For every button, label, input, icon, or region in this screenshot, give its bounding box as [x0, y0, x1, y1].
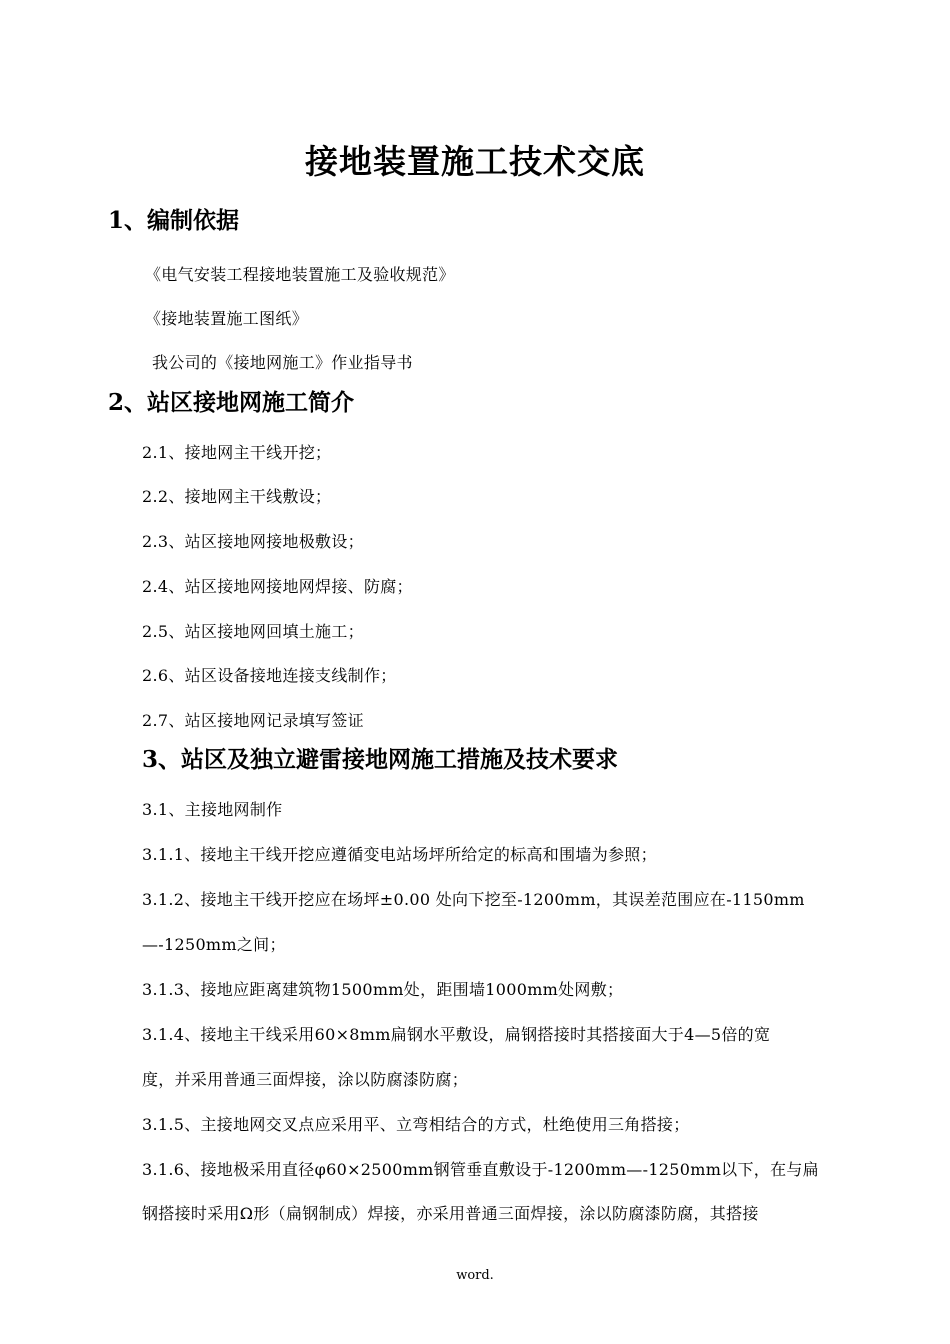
- text-line: —-1250mm之间；: [142, 935, 286, 954]
- list-item: 2.5、站区接地网回填土施工；: [142, 622, 364, 641]
- list-item: 2.3、站区接地网接地极敷设；: [142, 532, 364, 551]
- list-item: 2.4、站区接地网接地网焊接、防腐；: [142, 577, 413, 596]
- text-line: 3.1.5、主接地网交叉点应采用平、立弯相结合的方式，杜绝使用三角搭接；: [142, 1115, 690, 1134]
- text-line: 度，并采用普通三面焊接，涂以防腐漆防腐；: [142, 1070, 469, 1089]
- text-line: 3.1.1、接地主干线开挖应遵循变电站场坪所给定的标高和围墙为参照；: [142, 845, 657, 864]
- section-heading-1: 1、编制依据: [108, 207, 240, 234]
- list-item: 2.7、站区接地网记录填写签证: [142, 711, 364, 730]
- reference-item: 《接地装置施工图纸》: [145, 309, 309, 328]
- text-line: 3.1.6、接地极采用直径φ60×2500mm钢管垂直敷设于-1200mm—-1250mm以下，在与扁: [142, 1160, 819, 1179]
- list-item: 2.1、接地网主干线开挖；: [142, 443, 332, 462]
- text-line: 3.1.3、接地应距离建筑物1500mm处，距围墙1000mm处网敷；: [142, 980, 624, 999]
- list-item: 2.2、接地网主干线敷设；: [142, 487, 332, 506]
- reference-item: 我公司的《接地网施工》作业指导书: [152, 353, 413, 372]
- text-line: 钢搭接时采用Ω形（扁钢制成）焊接，亦采用普通三面焊接，涂以防腐漆防腐，其搭接: [142, 1204, 759, 1223]
- reference-item: 《电气安装工程接地装置施工及验收规范》: [145, 265, 455, 284]
- list-item: 2.6、站区设备接地连接支线制作；: [142, 666, 397, 685]
- text-line: 3.1、主接地网制作: [142, 800, 283, 819]
- document-title: 接地装置施工技术交底: [305, 142, 645, 181]
- text-line: 3.1.2、接地主干线开挖应在场坪±0.00 处向下挖至-1200mm，其误差范围应在-1150mm: [142, 890, 805, 909]
- section-heading-3: 3、站区及独立避雷接地网施工措施及技术要求: [142, 746, 619, 773]
- section-heading-2: 2、站区接地网施工简介: [108, 389, 355, 416]
- text-line: 3.1.4、接地主干线采用60×8mm扁钢水平敷设，扁钢搭接时其搭接面大于4—5倍的宽: [142, 1025, 771, 1044]
- page-footer: word.: [456, 1268, 494, 1283]
